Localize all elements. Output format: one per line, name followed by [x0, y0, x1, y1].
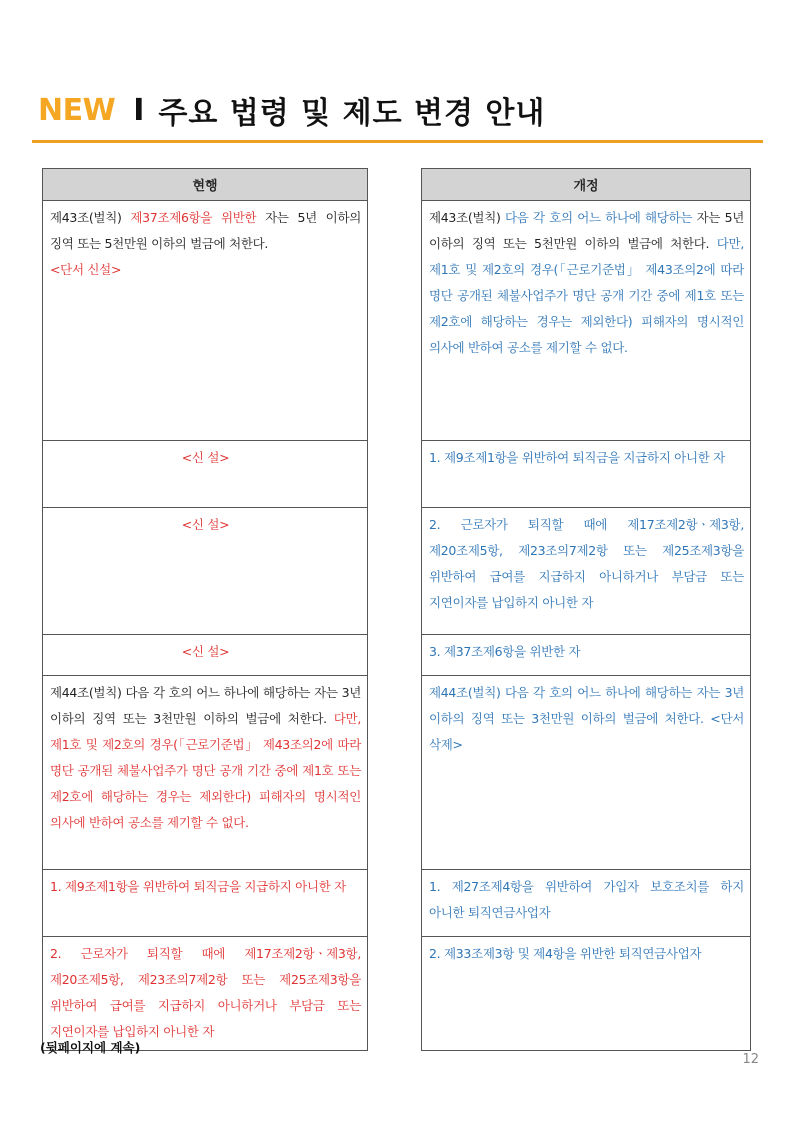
current-law-table — [42, 168, 368, 1051]
current-43-violation: 제37조제6항을 위반한 — [130, 210, 257, 225]
amended-header: 개정 — [422, 169, 751, 201]
current-43-proviso: <단서 신설> — [50, 262, 122, 277]
item-text: 2. 근로자가 퇴직할 때에 제17조제2항ㆍ제3항, 제20조제5항, 제23조의7제2항 또는 제25조제3항을 위반하여 급여를 지급하지 아니하거나 부담금 또는 지연이자를 납입하지 아니한 자 — [50, 946, 361, 1039]
new-label: NEW — [38, 92, 116, 128]
amended-44-item-2 — [422, 937, 751, 1051]
page-number: 12 — [742, 1052, 759, 1067]
amended-43-item-1 — [422, 441, 751, 508]
new-item-label: <신 설> — [181, 450, 230, 465]
item-text: 2. 제33조제3항 및 제4항을 위반한 퇴직연금사업자 — [429, 946, 702, 961]
amended-43-any-item: 다음 각 호의 어느 하나에 해당하는 — [505, 210, 693, 225]
current-article-44 — [43, 676, 368, 870]
current-43-penalty: 자는 5년 이하의 징역 또는 5천만원 이하의 벌금에 처한다. — [50, 210, 361, 251]
new-item-label: <신 설> — [181, 644, 230, 659]
title-text: 주요 법령 및 제도 변경 안내 — [158, 96, 546, 131]
amended-43-lead: 제43조(벌칙) — [429, 210, 506, 225]
amended-43-item-2 — [422, 508, 751, 635]
amended-43-penalty: 자는 5년 이하의 징역 또는 5천만원 이하의 벌금에 처한다. — [429, 210, 745, 251]
current-article-43 — [43, 201, 368, 441]
amended-44-item-1 — [422, 870, 751, 937]
title-separator: I — [133, 92, 145, 128]
amended-43-item-3 — [422, 635, 751, 676]
current-new-item-1 — [43, 441, 368, 508]
amended-law-table — [421, 168, 751, 1051]
item-text: 1. 제9조제1항을 위반하여 퇴직금을 지급하지 아니한 자 — [50, 879, 346, 894]
item-text: 1. 제27조제4항을 위반하여 가입자 보호조치를 하지 아니한 퇴직연금사업자 — [429, 879, 744, 920]
current-new-item-2 — [43, 508, 368, 635]
item-text: 1. 제9조제1항을 위반하여 퇴직금을 지급하지 아니한 자 — [429, 450, 725, 465]
current-new-item-3 — [43, 635, 368, 676]
amended-article-44 — [422, 676, 751, 870]
item-text: 2. 근로자가 퇴직할 때에 제17조제2항ㆍ제3항, 제20조제5항, 제23조의7제2항 또는 제25조제3항을 위반하여 급여를 지급하지 아니하거나 부담금 또는 지연이자를 납입하지 아니한 자 — [429, 517, 744, 610]
item-text: 3. 제37조제6항을 위반한 자 — [429, 644, 581, 659]
page-title — [38, 90, 545, 130]
amended-44-text: 제44조(벌칙) 다음 각 호의 어느 하나에 해당하는 자는 3년 이하의 징역 또는 3천만원 이하의 벌금에 처한다. <단서 삭제> — [429, 685, 744, 752]
current-header: 현행 — [43, 169, 368, 201]
amended-article-43 — [422, 201, 751, 441]
continued-note: (뒷페이지에 계속) — [40, 1040, 141, 1055]
current-44-item-1 — [43, 870, 368, 937]
current-44-item-2 — [43, 937, 368, 1051]
current-44-proviso: 다만, 제1호 및 제2호의 경우(「근로기준법」 제43조의2에 따라 명단 공개된 체불사업주가 명단 공개 기간 중에 제1호 또는 제2호에 해당하는 경우는 제외한다) 피해자의 명시적인 의사에 반하여 공소를 제기할 수 없다. — [50, 711, 361, 830]
amended-43-proviso: 다만, 제1호 및 제2호의 경우(「근로기준법」 제43조의2에 따라 명단 공개된 체불사업주가 명단 공개 기간 중에 제1호 또는 제2호에 해당하는 경우는 제외한다) 피해자의 명시적인 의사에 반하여 공소를 제기할 수 없다. — [429, 236, 744, 355]
title-divider — [32, 140, 763, 143]
current-43-lead: 제43조(벌칙) — [50, 210, 131, 225]
current-44-lead: 제44조(벌칙) 다음 각 호의 어느 하나에 해당하는 자는 3년 이하의 징역 또는 3천만원 이하의 벌금에 처한다. — [50, 685, 361, 726]
new-item-label: <신 설> — [181, 517, 230, 532]
